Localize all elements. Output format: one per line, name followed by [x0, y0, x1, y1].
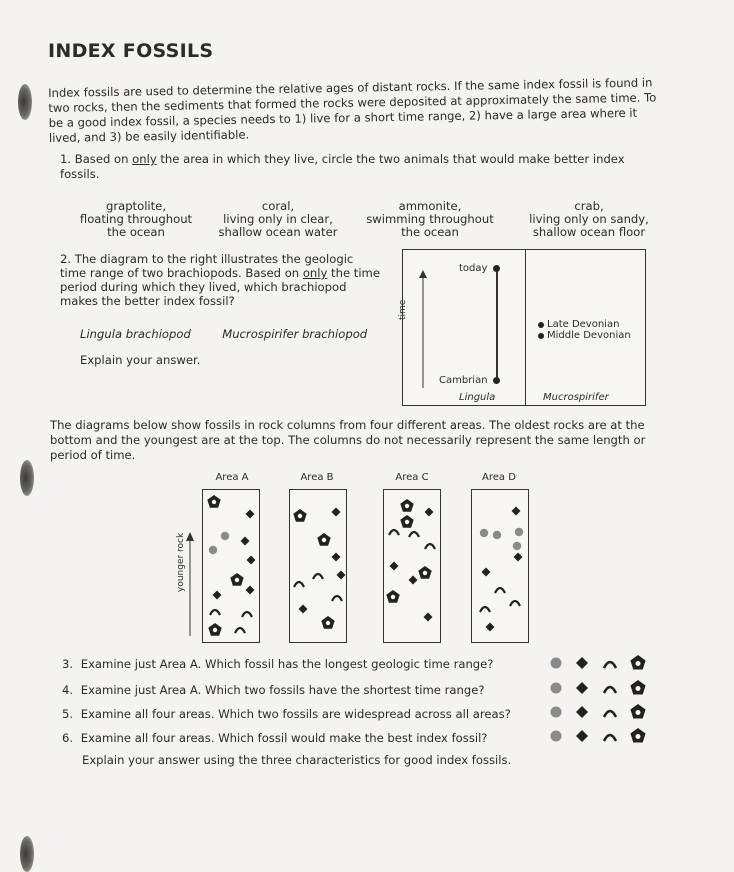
pentagon-fossil-icon [630, 728, 645, 743]
question-text: The diagram to the right illustrates the geologic time range of two brachiopods. Based on [60, 252, 354, 280]
area-d-label: Area D [482, 472, 516, 483]
question-3: 3. Examine just Area A. Which fossil has the longest geologic time range? [62, 657, 494, 671]
middle-devonian-label: Middle Devonian [547, 330, 631, 341]
answer-row-4[interactable] [551, 680, 646, 695]
rock-columns-intro: The diagrams below show fossils in rock columns from four different areas. The oldest rocks are at the bottom and the youngest are at the top. The columns do not necessarily represent the same length or period of time. [50, 418, 646, 462]
pentagon-fossil-icon [630, 655, 645, 670]
area-a-label: Area A [215, 472, 249, 483]
diamond-fossil-icon [576, 730, 588, 742]
question-4: 4. Examine just Area A. Which two fossils have the shortest time range? [62, 683, 485, 697]
pentagon-fossil-icon [630, 704, 645, 719]
today-label: today [459, 263, 488, 274]
diamond-fossil-icon [576, 657, 588, 669]
question-5: 5. Examine all four areas. Which two fossils are widespread across all areas? [62, 707, 511, 721]
circle-fossil-icon [551, 683, 562, 694]
area-c-label: Area C [395, 472, 429, 483]
arc-fossil-icon [604, 687, 616, 693]
question-6: 6. Examine all four areas. Which fossil would make the best index fossil? [62, 731, 488, 745]
question-text: Examine all four areas. Which fossil would make the best index fossil? [80, 731, 488, 745]
answer-row-5[interactable] [551, 704, 646, 719]
question-text: Examine just Area A. Which fossil has the longest geologic time range? [80, 657, 494, 671]
animal-option-crab[interactable]: crab, living only on sandy, shallow ocean floor [529, 199, 649, 239]
question-text: Examine just Area A. Which two fossils have the shortest time range? [80, 683, 485, 697]
question-text: Based on [74, 152, 133, 166]
diamond-fossil-icon [576, 706, 588, 718]
mucrospirifer-label: Mucrospirifer [543, 392, 609, 403]
circle-fossil-icon [551, 658, 562, 669]
choice-lingula[interactable]: Lingula brachiopod [80, 327, 191, 341]
animal-option-graptolite[interactable]: graptolite, floating throughout the ocean [79, 199, 193, 239]
question-emphasis: only [302, 266, 328, 280]
younger-rock-label: younger rock [176, 532, 186, 592]
pentagon-fossil-icon [630, 680, 645, 695]
lingula-label: Lingula [459, 392, 496, 403]
question-emphasis: only [132, 152, 157, 166]
circle-fossil-icon [551, 707, 562, 718]
question-6-explain: Explain your answer using the three characteristics for good index fossils. [82, 753, 512, 767]
question-number: 1. [60, 152, 72, 166]
page-title: INDEX FOSSILS [48, 40, 214, 62]
diamond-fossil-icon [576, 682, 588, 694]
intro-paragraph: Index fossils are used to determine the relative ages of distant rocks. If the same index fossil is found in two rocks, then the sediments that formed the rocks were deposited at approximately the same time. To be a good index fossil, a species needs to 1) live for a short time range, 2) have a large area where it lived, and 3) be easily identifiable. [48, 75, 657, 145]
arc-fossil-icon [604, 711, 616, 717]
animal-option-ammonite[interactable]: ammonite, swimming throughout the ocean [366, 199, 494, 239]
choice-mucrospirifer[interactable]: Mucrospirifer brachiopod [222, 327, 368, 341]
time-axis-label: time [398, 299, 408, 320]
circle-fossil-icon [551, 731, 562, 742]
answer-row-3[interactable] [551, 655, 646, 670]
late-devonian-label: Late Devonian [547, 319, 620, 330]
arc-fossil-icon [604, 735, 616, 741]
question-text: Examine all four areas. Which two fossils are widespread across all areas? [80, 707, 511, 721]
animal-option-coral[interactable]: coral, living only in clear, shallow ocean water [218, 199, 338, 239]
area-b-label: Area B [300, 472, 334, 483]
question-text: the area in which they live, circle the two animals that would make better index fossils. [60, 152, 625, 181]
question-text: the time period during which they lived, which brachiopod makes the better index fossil? [60, 266, 380, 308]
cambrian-label: Cambrian [439, 375, 488, 386]
question-number: 2. [60, 252, 72, 266]
answer-row-6[interactable] [551, 728, 646, 743]
explain-prompt: Explain your answer. [80, 353, 201, 367]
arc-fossil-icon [604, 662, 616, 668]
